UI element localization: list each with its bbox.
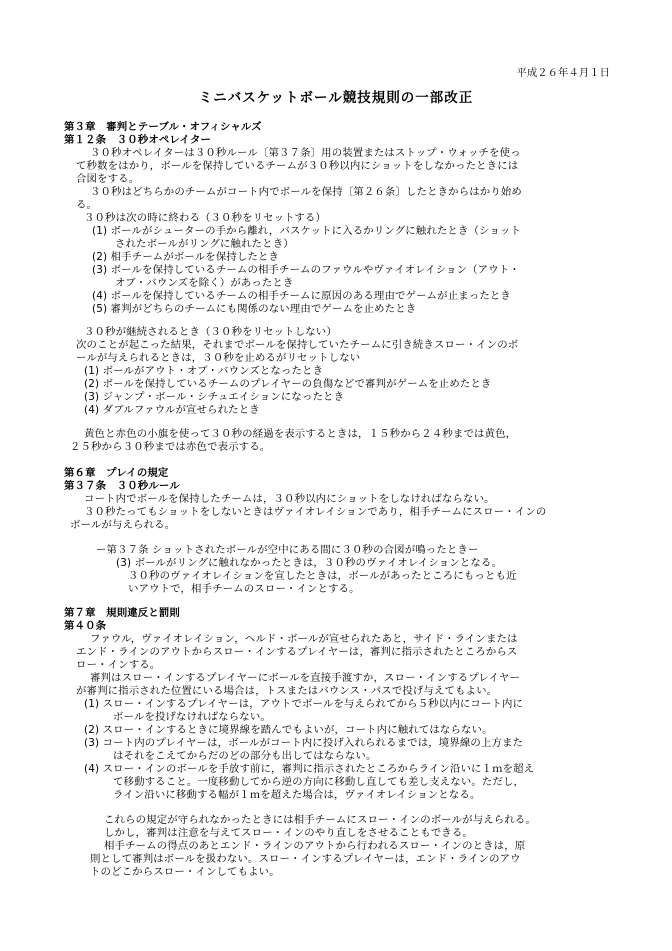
text-line: る。	[76, 199, 98, 211]
list-item: (1) スロー・インするプレイヤーは，アウトでボールを与えられてから５秒以内にコート内に	[84, 698, 524, 710]
article-37-heading: 第３７条 ３０秒ルール	[64, 480, 180, 492]
list-item: (4) スロー・インのボールを手放す前に，審判に指示されたところからライン沿いに１ｍを超え	[84, 763, 535, 775]
text-line: エンド・ラインのアウトからスロー・インするプレイヤーは，審判に指示されたところからス	[76, 646, 518, 658]
list-item: (3) ジャンプ・ボール・シチュエイションになったとき	[84, 391, 345, 403]
text-line: ファウル，ヴァイオレイション，ヘルド・ボールが宣せられたあと，サイド・ラインまたは	[90, 633, 518, 645]
interpretation-heading: ー第３７条 ショットされたボールが空中にある間に３０秒の合図が鳴ったときー	[96, 544, 479, 556]
list-item-continued: ボールを投げなければならない。	[113, 711, 271, 723]
text-line: 相手チームの得点のあとエンド・ラインのアウトから行われるスロー・インのときは，原	[104, 840, 526, 852]
list-item: (4) ボールを保持しているチームの相手チームに原因のある理由でゲームが止まったとき	[92, 290, 511, 302]
article-40-heading: 第４０条	[64, 620, 107, 632]
text-line: ボールが与えられる。	[70, 519, 176, 531]
text-line: 審判はスロー・インするプレイヤーにボールを直接手渡すか，スロー・インするプレイヤー	[90, 672, 521, 684]
text-line: コート内でボールを保持したチームは，３０秒以内にショットをしなければならない。	[84, 493, 495, 505]
text-line: これらの規定が守られなかったときには相手チームにスロー・インのボールが与えられる。	[104, 814, 536, 826]
list-item-continued: オブ・バウンズを除く）があったとき	[115, 277, 294, 289]
list-item: (3) ボールを保持しているチームの相手チームのファウルやヴァイオレイション（アウト・	[92, 264, 520, 276]
text-line: トのどこからスロー・インしてもよい。	[90, 866, 280, 878]
list-item: (3) ボールがリングに触れなかったときは，３０秒のヴァイオレイションとなる。	[116, 557, 502, 569]
text-line: て秒数をはかり，ボールを保持しているチームが３０秒以内にショットをしなかったときには	[76, 160, 519, 172]
document-title: ミニバスケットボール競技規則の一部改正	[198, 90, 474, 106]
text-line: 合図をする。	[76, 173, 140, 185]
list-item-continued: されたボールがリングに触れたとき）	[115, 238, 294, 250]
text-line: ２５秒から３０秒までは赤色で表示する。	[70, 441, 271, 453]
text-line: が審判に指示された位置にいる場合は，トスまたはバウンス・パスで投げ与えてもよい。	[76, 685, 498, 697]
list-item: (2) スロー・インするときに境界線を踏んでもよいが，コート内に触れてはならない。	[84, 724, 493, 736]
text-line: ３０秒オペレイターは３０秒ルール〔第３７条〕用の装置またはストップ・ウォッチを使っ	[90, 147, 521, 159]
text-line: ３０秒は次の時に終わる（３０秒をリセットする）	[84, 212, 327, 224]
text-line: 次のことが起こった結果，それまでボールを保持していたチームに引き続きスロー・インのボ	[76, 339, 519, 351]
document-date: 平成２６年４月１日	[516, 67, 610, 79]
list-item-continued: いアウトで，相手チームのスロー・インとする。	[128, 583, 360, 595]
list-item: (1) ボールがアウト・オブ・バウンズとなったとき	[84, 365, 324, 377]
list-item-continued: て移動すること。一度移動してから逆の方向に移動し直しても差し支えない。ただし，	[113, 776, 525, 788]
list-item: (3) コート内のプレイヤーは，ボールがコート内に投げ入れられるまでは，境界線の上方また	[84, 737, 524, 749]
chapter-3-heading: 第３章 審判とテーブル・オフィシャルズ	[64, 121, 262, 133]
text-line: ロー・インする。	[76, 659, 161, 671]
list-item-continued: ライン沿いに移動する幅が１ｍを超えた場合は，ヴァイオレイションとなる。	[113, 789, 481, 801]
text-line: ールが与えられるときは，３０秒を止めるがリセットしない	[76, 352, 361, 364]
list-item: (2) 相手チームがボールを保持したとき	[92, 251, 280, 263]
list-item: (1) ボールがシューターの手から離れ，バスケットに入るかリングに触れたとき（ショット	[92, 225, 521, 237]
text-line: ３０秒たってもショットをしないときはヴァイオレイションであり，相手チームにスロー・インの	[84, 506, 547, 518]
text-line: 則として審判はボールを扱わない。スロー・インするプレイヤーは，エンド・ラインのアウ	[90, 853, 521, 865]
text-line: ３０秒はどちらかのチームがコート内でボールを保持〔第２６条〕したときからはかり始め	[90, 186, 522, 198]
chapter-7-heading: 第７章 規則違反と罰則	[64, 607, 180, 619]
text-line: 黄色と赤色の小旗を使って３０秒の経過を表示するときは，１５秒から２４秒までは黄色，	[84, 428, 517, 440]
text-line: しかし，審判は注意を与えてスロー・インのやり直しをさせることもできる。	[104, 827, 473, 839]
list-item: (2) ボールを保持しているチームのプレイヤーの負傷などで審判がゲームを止めたとき	[84, 378, 492, 390]
list-item: (4) ダブルファウルが宣せられたとき	[84, 404, 260, 416]
article-12-heading: 第１２条 ３０秒オペレイター	[64, 134, 212, 146]
list-item-continued: ３０秒のヴァイオレイションを宣したときは，ボールがあったところにもっとも近	[128, 570, 517, 582]
text-line: ３０秒が継続されるとき（３０秒をリセットしない）	[84, 326, 337, 338]
chapter-6-heading: 第６章 プレイの規定	[64, 467, 169, 479]
list-item: (5) 審判がどちらのチームにも関係のない理由でゲームを止めたとき	[92, 303, 417, 315]
list-item-continued: はそれをこえてからだのどの部分も出してはならない。	[113, 750, 377, 762]
